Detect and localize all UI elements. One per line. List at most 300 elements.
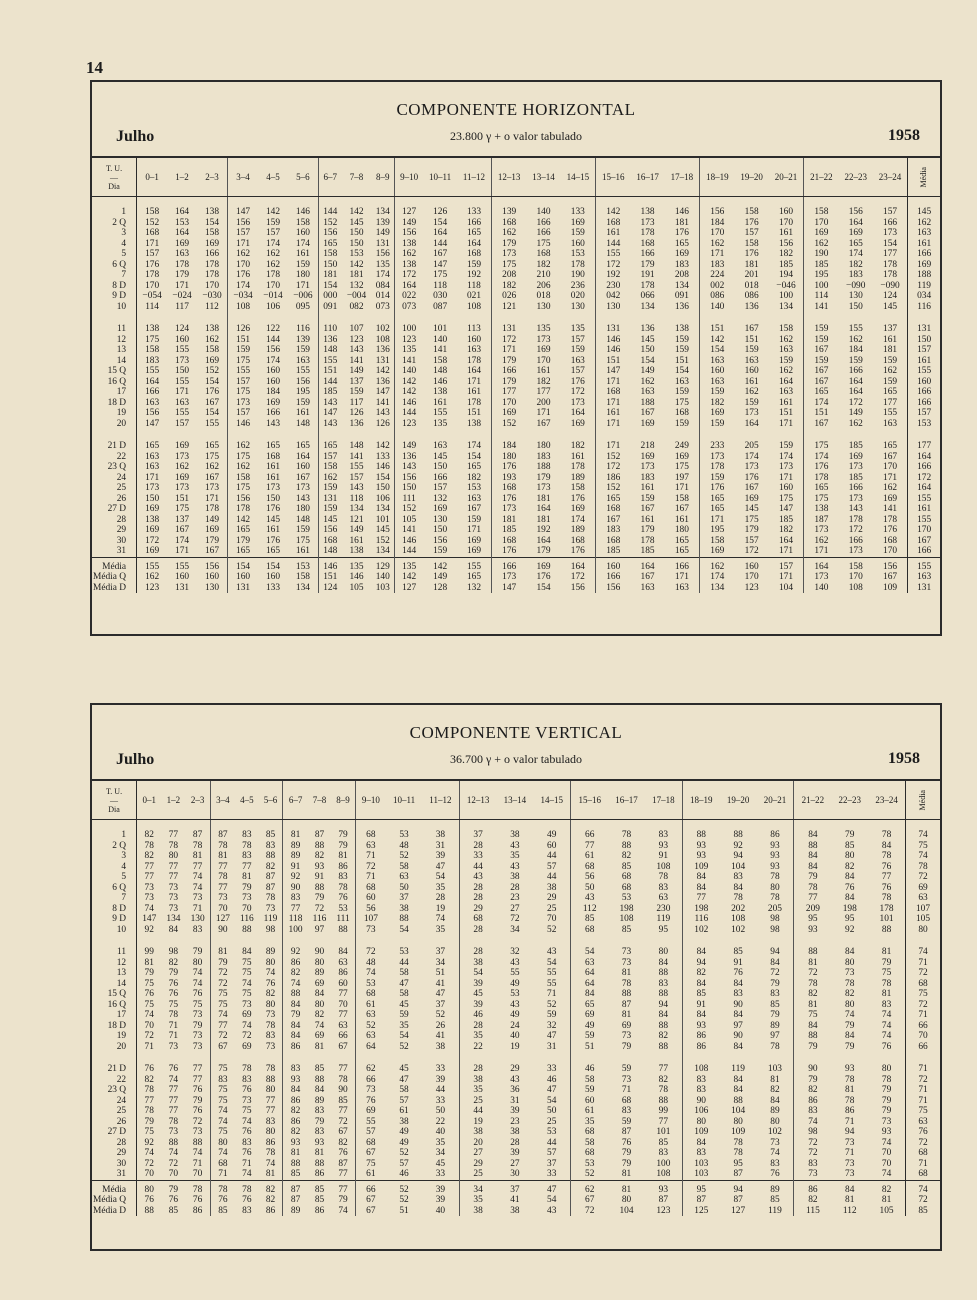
table-cell: 70 bbox=[338, 999, 348, 1010]
table-cell: 44 bbox=[547, 1137, 557, 1148]
table-cell: 183 bbox=[700, 260, 735, 271]
table-cell: 171 bbox=[804, 546, 839, 557]
spacer-cell bbox=[682, 1052, 719, 1064]
table-cell: 160 bbox=[265, 376, 281, 387]
table-row bbox=[92, 1000, 940, 1011]
table-cell: 173 bbox=[145, 483, 160, 493]
table-cell: 88 bbox=[168, 1137, 179, 1148]
table-cell: 84 bbox=[733, 1074, 743, 1085]
table-cell: 159 bbox=[804, 335, 839, 346]
table-cell: 33 bbox=[435, 1169, 446, 1179]
table-cell: 56 bbox=[355, 904, 386, 915]
row-mean: 161 bbox=[908, 504, 940, 515]
table-cell: 154 bbox=[258, 557, 288, 572]
table-cell: 74 bbox=[314, 1020, 325, 1031]
spacer-cell bbox=[906, 935, 940, 947]
table-cell: 84 bbox=[794, 820, 831, 841]
spacer-cell bbox=[288, 429, 319, 441]
table-cell: 86 bbox=[283, 1042, 308, 1053]
table-cell: 118 bbox=[283, 914, 308, 925]
table-cell: 173 bbox=[848, 493, 863, 504]
table-cell: 201 bbox=[744, 270, 759, 280]
table-cell: 78 bbox=[265, 1064, 276, 1074]
table-cell: 94 bbox=[658, 999, 669, 1010]
table-cell: 81 bbox=[621, 1169, 632, 1179]
table-cell: 83 bbox=[794, 1106, 831, 1117]
table-cell: 167 bbox=[466, 504, 481, 514]
table-cell: −030 bbox=[202, 291, 222, 301]
table-cell: 149 bbox=[848, 408, 863, 418]
table-cell: 146 bbox=[395, 536, 424, 547]
table-cell: 25 bbox=[459, 1169, 496, 1180]
table-cell: 83 bbox=[770, 1158, 780, 1169]
table-cell: 149 bbox=[204, 514, 220, 525]
table-cell: 77 bbox=[338, 1106, 348, 1116]
table-cell: 65 bbox=[571, 1000, 608, 1011]
table-cell: 162 bbox=[700, 557, 735, 572]
table-cell: 153 bbox=[288, 557, 319, 572]
table-row bbox=[92, 525, 940, 536]
table-row bbox=[92, 1075, 940, 1086]
table-cell: 38 bbox=[435, 830, 446, 840]
table-cell: 88 bbox=[733, 830, 743, 840]
table-cell: 179 bbox=[491, 377, 526, 388]
table-cell: 28 bbox=[459, 893, 496, 904]
table-cell: 79 bbox=[144, 1116, 154, 1127]
table-cell: 92 bbox=[283, 872, 308, 883]
table-cell: 83 bbox=[314, 1106, 325, 1116]
spacer-cell bbox=[371, 312, 394, 324]
table-cell: 79 bbox=[338, 840, 348, 851]
table-cell: 78 bbox=[881, 830, 892, 840]
table-cell: 79 bbox=[770, 1010, 780, 1020]
table-cell: 84 bbox=[733, 1041, 743, 1052]
table-cell: 93 bbox=[682, 841, 719, 852]
row-mean: 145 bbox=[908, 197, 940, 218]
table-cell: 82 bbox=[314, 851, 325, 861]
table-cell: 175 bbox=[674, 397, 689, 408]
table-cell: 116 bbox=[682, 914, 719, 925]
spacer-cell bbox=[630, 429, 664, 441]
table-cell: 162 bbox=[228, 249, 259, 260]
table-row bbox=[92, 925, 940, 936]
table-cell: 133 bbox=[466, 207, 481, 217]
table-cell: 95 bbox=[845, 914, 855, 924]
row-label: 5 bbox=[92, 249, 137, 260]
row-mean: 166 bbox=[908, 462, 940, 473]
table-cell: 169 bbox=[570, 418, 585, 429]
table-cell: 72 bbox=[794, 968, 831, 979]
table-cell: 160 bbox=[570, 238, 585, 249]
table-cell: 073 bbox=[395, 302, 424, 313]
table-cell: 127 bbox=[395, 197, 424, 218]
table-cell: 50 bbox=[399, 882, 409, 893]
table-cell: 170 bbox=[204, 280, 220, 291]
table-cell: 93 bbox=[794, 925, 831, 936]
table-cell: 164 bbox=[536, 504, 551, 514]
table-cell: 73 bbox=[168, 1041, 179, 1052]
table-cell: 48 bbox=[355, 958, 386, 969]
table-cell: 39 bbox=[435, 1195, 446, 1205]
table-cell: 166 bbox=[491, 366, 526, 377]
table-cell: 181 bbox=[318, 270, 341, 281]
table-cell: 149 bbox=[433, 572, 448, 582]
table-cell: 172 bbox=[145, 535, 160, 546]
table-cell: 164 bbox=[175, 228, 190, 238]
table-cell: 166 bbox=[848, 483, 863, 493]
spacer-cell bbox=[596, 429, 631, 441]
table-cell: 76 bbox=[770, 1169, 780, 1179]
table-cell: 82 bbox=[259, 1180, 283, 1195]
table-cell: 57 bbox=[355, 1127, 386, 1138]
row-mean: 164 bbox=[908, 483, 940, 494]
table-cell: 161 bbox=[744, 376, 759, 387]
table-cell: 76 bbox=[845, 882, 855, 893]
table-cell: 167 bbox=[640, 504, 655, 514]
mean-header bbox=[908, 158, 940, 197]
table-row bbox=[92, 1127, 940, 1138]
table-cell: 77 bbox=[881, 872, 892, 882]
table-cell: 83 bbox=[242, 830, 252, 840]
table-cell: 80 bbox=[210, 1138, 235, 1149]
hour-header: 22–23 bbox=[839, 158, 873, 197]
table-cell: 168 bbox=[596, 218, 631, 229]
table-cell: 68 bbox=[621, 882, 632, 893]
table-cell: 156 bbox=[570, 582, 585, 593]
table-cell: 176 bbox=[570, 376, 585, 387]
table-cell: −054 bbox=[142, 291, 162, 301]
table-cell: 77 bbox=[571, 841, 608, 852]
table-cell: 160 bbox=[265, 572, 281, 582]
table-row bbox=[92, 398, 940, 409]
table-cell: 78 bbox=[770, 872, 780, 882]
spacer-cell bbox=[700, 312, 735, 324]
table-cell: 137 bbox=[883, 324, 898, 334]
table-cell: 150 bbox=[349, 228, 364, 238]
table-cell: 172 bbox=[596, 260, 631, 271]
table-cell: 29 bbox=[459, 904, 496, 915]
table-cell: 86 bbox=[283, 958, 308, 969]
table-cell: 74 bbox=[192, 882, 203, 893]
table-cell: 170 bbox=[536, 355, 551, 366]
table-cell: 83 bbox=[733, 989, 743, 999]
table-cell: 93 bbox=[770, 851, 780, 861]
table-cell: 169 bbox=[848, 228, 863, 238]
table-cell: 162 bbox=[175, 462, 190, 472]
table-row bbox=[92, 862, 940, 873]
spacer-cell bbox=[497, 935, 534, 947]
table-cell: 34 bbox=[510, 924, 520, 935]
row-mean: 164 bbox=[908, 452, 940, 463]
table-cell: 198 bbox=[682, 904, 719, 915]
table-cell: 173 bbox=[295, 483, 310, 493]
table-cell: 165 bbox=[265, 546, 281, 556]
table-cell: 134 bbox=[295, 582, 310, 593]
table-cell: 92 bbox=[845, 924, 855, 935]
table-cell: 193 bbox=[491, 473, 526, 484]
table-cell: 130 bbox=[848, 291, 863, 301]
spacer-cell bbox=[331, 1052, 355, 1064]
table-cell: 83 bbox=[192, 924, 203, 935]
table-cell: 59 bbox=[399, 1010, 409, 1020]
spacer-cell bbox=[873, 429, 908, 441]
table-cell: 014 bbox=[375, 291, 390, 301]
page-number: 14 bbox=[86, 58, 103, 77]
table-cell: 145 bbox=[375, 525, 390, 535]
table-cell: 116 bbox=[312, 914, 327, 924]
horizontal-component-panel bbox=[90, 80, 942, 636]
spacer-cell bbox=[720, 1052, 757, 1064]
table-row bbox=[92, 239, 940, 250]
table-cell: 47 bbox=[435, 861, 446, 872]
spacer-cell bbox=[355, 935, 386, 947]
table-cell: 177 bbox=[536, 387, 551, 397]
table-cell: 180 bbox=[491, 452, 526, 463]
table-cell: 94 bbox=[682, 958, 719, 969]
table-cell: 76 bbox=[242, 1195, 252, 1205]
table-cell: 149 bbox=[375, 228, 390, 238]
table-cell: 97 bbox=[314, 924, 325, 935]
table-cell: 82 bbox=[265, 861, 276, 872]
table-cell: 55 bbox=[510, 968, 520, 978]
table-cell: 169 bbox=[204, 525, 220, 535]
spacer-cell bbox=[459, 1052, 496, 1064]
table-cell: 73 bbox=[265, 1010, 276, 1020]
table-cell: 78 bbox=[144, 1085, 154, 1095]
table-cell: 80 bbox=[265, 999, 276, 1010]
table-cell: 93 bbox=[682, 1021, 719, 1032]
table-cell: 84 bbox=[682, 883, 719, 894]
table-cell: 52 bbox=[435, 1010, 446, 1020]
table-cell: 160 bbox=[175, 334, 190, 345]
table-cell: 88 bbox=[682, 820, 719, 841]
row-mean: 72 bbox=[906, 1195, 940, 1206]
table-cell: 44 bbox=[435, 1085, 446, 1095]
table-cell: 146 bbox=[433, 376, 448, 387]
table-cell: 73 bbox=[794, 1169, 831, 1180]
table-cell: 162 bbox=[700, 239, 735, 250]
table-cell: 75 bbox=[242, 989, 252, 999]
table-cell: 159 bbox=[700, 419, 735, 430]
table-row bbox=[92, 291, 940, 302]
spacer-cell bbox=[571, 1052, 608, 1064]
table-cell: 140 bbox=[433, 334, 448, 345]
table-cell: 164 bbox=[778, 535, 793, 546]
table-cell: 76 bbox=[242, 1127, 252, 1137]
table-cell: 81 bbox=[770, 1074, 780, 1085]
row-mean: 69 bbox=[906, 883, 940, 894]
table-cell: 177 bbox=[883, 397, 898, 408]
table-cell: 59 bbox=[571, 1031, 608, 1042]
table-cell: 172 bbox=[570, 572, 585, 582]
table-cell: 148 bbox=[349, 441, 364, 451]
table-cell: 208 bbox=[674, 270, 689, 280]
table-cell: 45 bbox=[399, 999, 409, 1010]
table-cell: 158 bbox=[744, 207, 759, 217]
spacer-cell bbox=[533, 1052, 570, 1064]
table-cell: 55 bbox=[355, 1117, 386, 1128]
table-cell: 78 bbox=[168, 840, 179, 851]
table-cell: 176 bbox=[674, 228, 689, 238]
table-cell: −014 bbox=[263, 291, 283, 301]
table-row bbox=[92, 1159, 940, 1170]
spacer-cell bbox=[839, 429, 873, 441]
table-cell: 97 bbox=[770, 1031, 780, 1041]
table-cell: 78 bbox=[845, 1095, 855, 1106]
spacer-cell bbox=[908, 312, 940, 324]
horizontal-table bbox=[92, 156, 940, 634]
table-cell: 156 bbox=[848, 207, 863, 217]
row-label: 1 bbox=[92, 820, 137, 841]
table-cell: 170 bbox=[228, 260, 259, 271]
table-cell: 163 bbox=[778, 387, 793, 397]
table-cell: 155 bbox=[318, 356, 341, 367]
table-cell: 159 bbox=[570, 345, 585, 355]
table-cell: 111 bbox=[395, 494, 424, 505]
table-cell: 95 bbox=[682, 1180, 719, 1195]
table-cell: 176 bbox=[265, 535, 281, 546]
table-cell: 154 bbox=[204, 217, 220, 228]
table-cell: 160 bbox=[265, 366, 281, 376]
table-cell: 77 bbox=[265, 1106, 276, 1116]
row-mean: 63 bbox=[906, 893, 940, 904]
table-cell: 091 bbox=[318, 302, 341, 313]
table-cell: 93 bbox=[845, 1064, 855, 1074]
table-cell: 136 bbox=[318, 335, 341, 346]
table-cell: 161 bbox=[674, 514, 689, 525]
table-cell: 93 bbox=[645, 1180, 682, 1195]
row-mean: 72 bbox=[906, 968, 940, 979]
table-cell: 49 bbox=[510, 978, 520, 989]
table-cell: 84 bbox=[283, 1031, 308, 1042]
table-cell: 81 bbox=[314, 1148, 325, 1158]
table-cell: 180 bbox=[536, 441, 551, 451]
table-cell: 171 bbox=[883, 472, 898, 483]
table-cell: 35 bbox=[435, 882, 446, 893]
table-cell: 85 bbox=[168, 1205, 179, 1216]
row-label: 9 D bbox=[92, 291, 137, 302]
table-cell: 141 bbox=[349, 451, 364, 462]
row-mean: 78 bbox=[906, 862, 940, 873]
table-cell: 173 bbox=[536, 483, 551, 493]
table-cell: 165 bbox=[674, 238, 689, 249]
table-cell: 68 bbox=[355, 820, 386, 841]
row-label: 26 bbox=[92, 1117, 137, 1128]
table-row bbox=[92, 494, 940, 505]
table-cell: 155 bbox=[295, 366, 310, 376]
table-cell: 161 bbox=[265, 525, 281, 535]
row-label: 11 bbox=[92, 324, 137, 335]
table-cell: 168 bbox=[536, 249, 551, 259]
table-cell: 198 bbox=[619, 903, 634, 914]
table-cell: 40 bbox=[435, 1127, 446, 1137]
table-cell: 80 bbox=[265, 1085, 276, 1095]
table-cell: 93 bbox=[770, 861, 780, 872]
table-cell: 112 bbox=[571, 904, 608, 915]
table-cell: 143 bbox=[395, 462, 424, 473]
table-cell: 176 bbox=[744, 249, 759, 259]
table-cell: 39 bbox=[510, 1106, 520, 1116]
table-cell: 73 bbox=[144, 893, 154, 903]
table-cell: 118 bbox=[349, 493, 364, 504]
table-cell: 76 bbox=[881, 882, 892, 893]
table-cell: 136 bbox=[640, 324, 655, 334]
table-cell: 175 bbox=[175, 504, 190, 514]
table-cell: 78 bbox=[210, 841, 235, 852]
table-cell: 158 bbox=[318, 249, 341, 260]
row-mean: 66 bbox=[906, 1042, 940, 1053]
table-cell: 162 bbox=[491, 228, 526, 239]
table-cell: 157 bbox=[883, 207, 898, 217]
table-cell: 161 bbox=[295, 546, 310, 556]
table-row bbox=[92, 473, 940, 484]
table-cell: 52 bbox=[399, 1195, 409, 1205]
table-cell: 72 bbox=[355, 947, 386, 958]
mean-header-label: Média bbox=[918, 166, 928, 188]
table-cell: 042 bbox=[596, 291, 631, 302]
table-row bbox=[92, 1064, 940, 1075]
table-cell: 87 bbox=[658, 1195, 669, 1205]
table-cell: 176 bbox=[744, 217, 759, 228]
table-cell: 76 bbox=[168, 989, 179, 999]
table-cell: 79 bbox=[338, 1195, 348, 1205]
row-mean: 66 bbox=[906, 1021, 940, 1032]
table-cell: 236 bbox=[570, 280, 585, 291]
spacer-cell bbox=[342, 312, 372, 324]
table-cell: 157 bbox=[318, 452, 341, 463]
table-cell: 171 bbox=[596, 377, 631, 388]
table-cell: 142 bbox=[395, 572, 424, 583]
table-cell: 157 bbox=[349, 472, 364, 483]
table-cell: 75 bbox=[210, 1096, 235, 1107]
table-cell: 77 bbox=[658, 1116, 669, 1127]
table-cell: 153 bbox=[349, 249, 364, 259]
table-cell: 195 bbox=[804, 270, 839, 281]
row-mean: 74 bbox=[906, 1180, 940, 1195]
table-cell: 41 bbox=[510, 1195, 520, 1205]
table-cell: 102 bbox=[767, 1127, 782, 1137]
table-cell: 75 bbox=[168, 999, 179, 1010]
table-cell: 160 bbox=[778, 483, 793, 493]
table-cell: 45 bbox=[459, 989, 496, 1000]
table-cell: 82 bbox=[845, 989, 855, 999]
table-cell: 173 bbox=[491, 249, 526, 260]
table-cell: 171 bbox=[596, 441, 631, 452]
table-cell: 175 bbox=[433, 270, 448, 280]
table-cell: 134 bbox=[375, 207, 390, 217]
table-cell: 83 bbox=[242, 1074, 252, 1085]
table-cell: 159 bbox=[433, 546, 448, 556]
table-cell: 178 bbox=[204, 270, 220, 280]
table-cell: 89 bbox=[283, 1206, 308, 1217]
table-cell: 184 bbox=[848, 345, 863, 355]
table-cell: 83 bbox=[658, 882, 669, 893]
table-cell: 119 bbox=[656, 914, 671, 924]
spacer-cell bbox=[665, 312, 700, 324]
table-cell: 155 bbox=[145, 366, 160, 376]
table-cell: 104 bbox=[619, 1205, 634, 1216]
table-cell: 88 bbox=[621, 840, 632, 851]
table-cell: 70 bbox=[547, 914, 557, 924]
spacer-cell bbox=[794, 935, 831, 947]
table-cell: 47 bbox=[399, 1074, 409, 1085]
hour-header: 9–10 bbox=[355, 781, 386, 820]
table-cell: 35 bbox=[459, 1085, 496, 1096]
table-cell: 77 bbox=[210, 883, 235, 894]
table-cell: 100 bbox=[283, 925, 308, 936]
table-cell: 169 bbox=[700, 546, 735, 557]
spacer-cell bbox=[700, 429, 735, 441]
